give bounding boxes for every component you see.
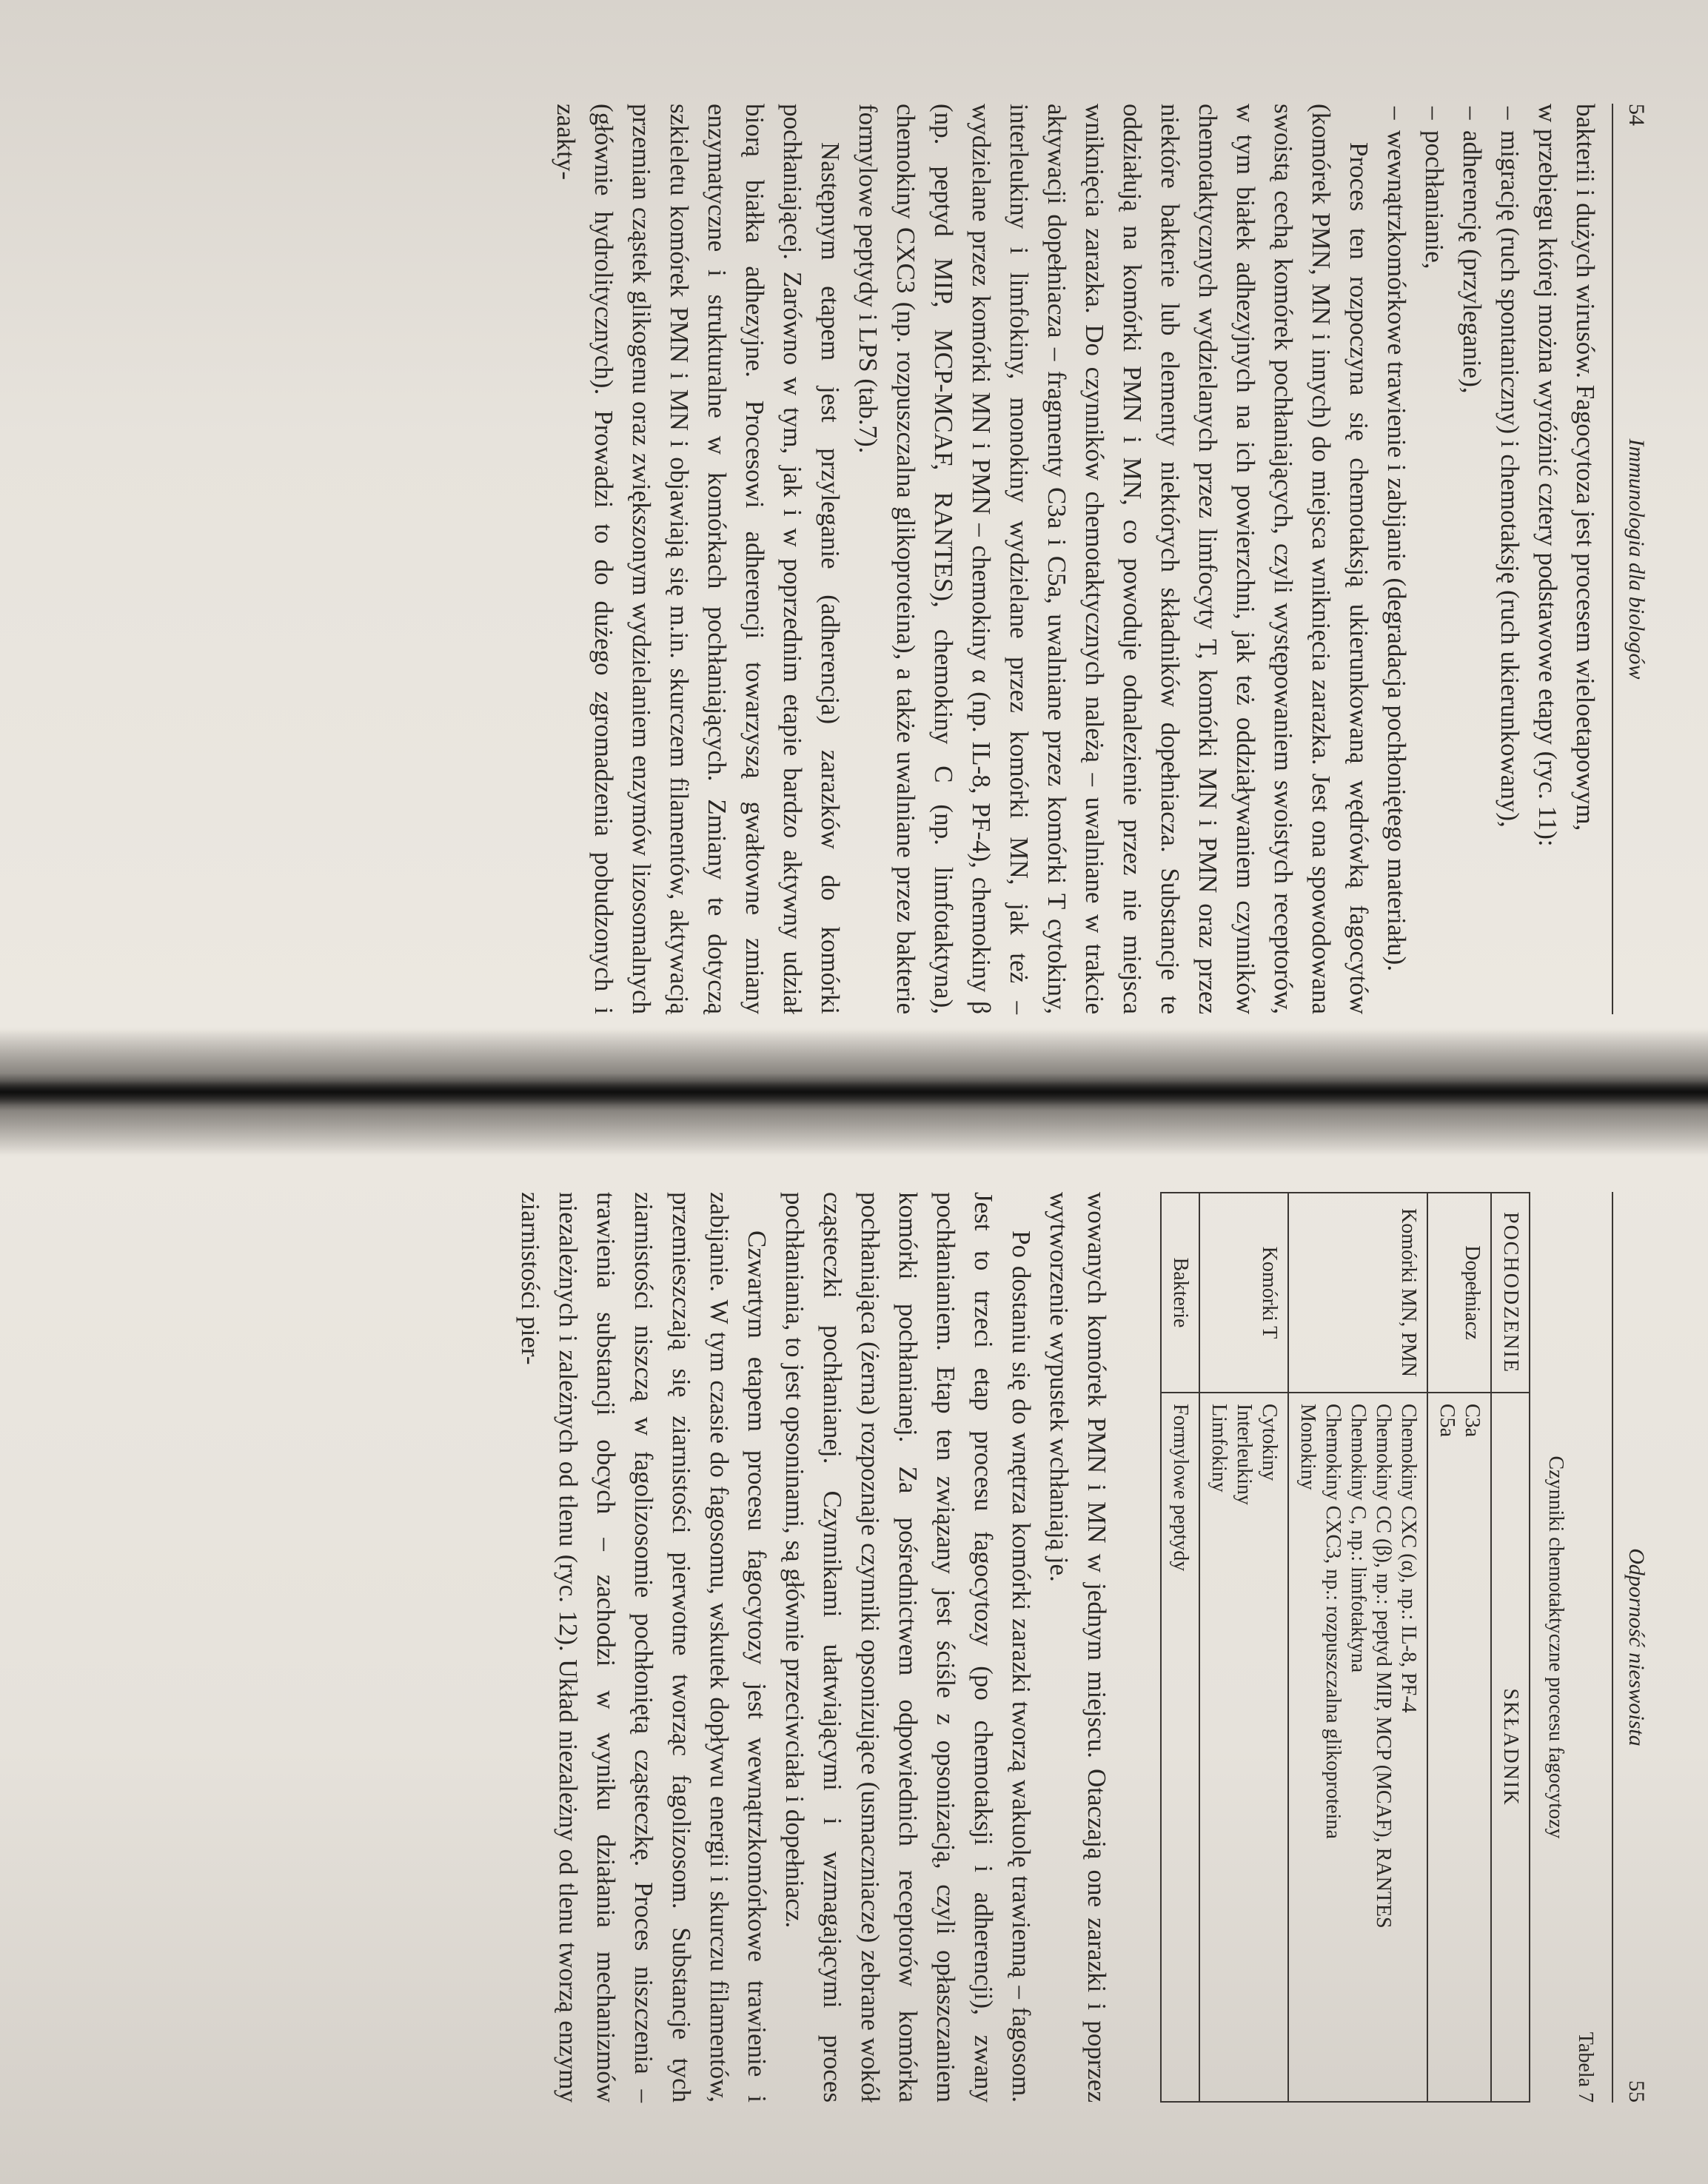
chemotactic-factors-table [1160, 1192, 1530, 2103]
stage-item: – migrację (ruch spontaniczny) i chemotaksję (ruch ukierunkowany), [1491, 104, 1529, 1014]
table-cell-components [1427, 1393, 1491, 2102]
right-running-head [1616, 1192, 1649, 2103]
table-cell-source: Dopełniacz [1427, 1193, 1491, 1393]
left-header-rule [1612, 104, 1613, 1014]
table-label: Tabela 7 [1574, 2031, 1597, 2103]
right-header-rule [1612, 1192, 1613, 2103]
component-item: Chemokiny C, np.: limfotaktyna [1347, 1404, 1370, 1673]
stage-item: – adherencję (przyleganie), [1453, 104, 1491, 1014]
paragraph-chemotaxis: Proces ten rozpoczyna się chemotaksją ukierunkowaną wędrówką fagocytów (komórek PMN, MN i innych) do miejsca wniknięcia zarazka. Jest ona spowodowana swoistą cechą komórek pochłaniających, czyli występowaniem swoistych receptorów, w tym białek adhezyjnych na ich powierzchni, jak też oddziaływaniem czynników chemotaktycznych wydzielanych przez limfocyty T, komórki MN i PMN oraz przez niektóre bakterie lub elementy niektórych składników dopełniacza. Substancje te oddziałują na komórki PMN i MN, co powoduje odnalezienie przez nie miejsca wniknięcia zarazka. Do czynników chemotaktycznych należą – uwalniane w trakcie aktywacji dopełniacza – fragmenty C3a i C5a, uwalniane przez komórki T cytokiny, interleukiny i limfokiny, monokiny wydzielane przez komórki MN, jak też – wydzielane przez komórki MN i PMN – chemokiny α (np. IL-8, PF-4), chemokiny β (np. peptyd MIP, MCP-MCAF, RANTES), chemokiny C (np. limfotaktyna), chemokiny CXC3 (np. rozpuszczalna glikoproteina), a także uwalniane przez bakterie formylowe peptydy i LPS (tab.7). [854, 104, 1373, 1014]
intro-line-2: w przebiegu której można wyróżnić cztery podstawowe etapy (ryc. 11): [1533, 104, 1562, 847]
table-header-source: POCHODZENIE [1491, 1193, 1530, 1393]
table-cell-source: Komórki T [1199, 1193, 1288, 1393]
component-item: Chemokiny CXC (α), np.: IL-8, PF-4 [1397, 1404, 1420, 1713]
right-running-head-title: Odporność nieswoista [1624, 1548, 1649, 1746]
table-cell-source: Bakterie [1161, 1193, 1199, 1393]
table-header-component: SKŁADNIK [1491, 1393, 1530, 2102]
component-item: Formylowe peptydy [1169, 1404, 1192, 1572]
component-item: Chemokiny CXC3, np.: rozpuszczalna glikoproteina [1322, 1404, 1344, 1839]
table-header-row [1491, 1193, 1530, 2102]
page-number-left: 54 [1624, 104, 1649, 126]
stage-item: – wewnątrzkomórkowe trawienie i zabijanie (degradacja pochłoniętego materiału). [1378, 104, 1416, 1014]
left-body [547, 104, 1604, 1014]
component-item: C5a [1436, 1404, 1459, 1438]
paragraph-engulfment: Po dostaniu się do wnętrza komórki zarazki tworzą wakuolę trawienną – fagosom. Jest to trzeci etap procesu fagocytozy (po chemotaksji i adherencji), zwany pochłanianiem. Etap ten związany jest ściśle z opsonizacją, czyli opłaszczaniem komórki pochłanianej. Za pośrednictwem odpowiednich receptorów komórka pochłaniająca (żerna) rozpoznaje czynniki opsonizujące (usmaczniacze) zebrane wokół cząsteczki pochłanianej. Czynnikami ułatwiającymi i wzmagającymi proces pochłaniania, to jest opsoninami, są głównie przeciwciała i dopełniacz. [780, 1192, 1036, 2103]
table-cell-components [1161, 1393, 1199, 2102]
table-caption: Czynniki chemotaktyczne procesu fagocytozy [1544, 1456, 1567, 1839]
table-cell-components [1199, 1393, 1288, 2102]
component-item: Chemokiny CC (β), np.: peptyd MIP, MCP (MCAF), RANTES [1372, 1404, 1395, 1929]
stage-item: – pochłanianie, [1416, 104, 1453, 1014]
table-row [1427, 1193, 1491, 2102]
page-number-right: 55 [1624, 2080, 1649, 2103]
right-body [512, 1192, 1116, 2103]
component-item: Limfokiny [1208, 1404, 1230, 1493]
left-running-head-title: Immunologia dla biologów [1624, 438, 1649, 680]
table-cell-source: Komórki MN, PMN [1288, 1193, 1427, 1393]
paragraph-adherence: Następnym etapem jest przyleganie (adherencja) zarazków do komórki pochłaniającej. Zarówno w tym, jak i w poprzednim etapie bardzo aktywny udział biorą białka adhezyjne. Procesowi adherencji towarzyszą gwałtowne zmiany enzymatyczne i strukturalne w komórkach pochłaniających. Zmiany te dotyczą szkieletu komórek PMN i MN i objawiają się m.in. skurczem filamentów, aktywacją przemian cząstek glikogenu oraz zwiększonym wydzielaniem enzymów lizosomalnych (głównie hydrolitycznych). Prowadzi to do dużego zgromadzenia pobudzonych i zaakty- [552, 104, 845, 1014]
stage-list [1378, 104, 1529, 1014]
right-page [0, 1103, 1708, 2184]
paragraph-continuation: wowanych komórek PMN i MN w jednym miejscu. Otaczają one zarazki i poprzez wytworzenie wypustek wchłaniają je. [1045, 1192, 1111, 2103]
table-cell-components [1288, 1393, 1427, 2102]
paragraph-digestion: Czwartym etapem procesu fagocytozy jest wewnątrzkomórkowe trawienie i zabijanie. W tym czasie do fagosomu, wskutek dopływu energii i skurczu filamentów, przemieszczają się ziarnistości pierwotne tworząc fagolizosom. Substancje tych ziarnistości niszczą w fagolizosomie pochłoniętą cząsteczkę. Proces niszczenia – trawienia substancji obcych – zachodzi w wyniku działania mechanizmów niezależnych i zależnych od tlenu (ryc. 12). Układ niezależny od tlenu tworzą enzymy ziarnistości pier- [516, 1192, 771, 2103]
left-page [0, 0, 1708, 1081]
component-item: C3a [1461, 1404, 1484, 1438]
component-item: Cytokiny [1258, 1404, 1281, 1481]
table-row [1199, 1193, 1288, 2102]
left-running-head [1616, 104, 1649, 1014]
table-row [1288, 1193, 1427, 2102]
component-item: Interleukiny [1233, 1404, 1256, 1505]
table-row [1161, 1193, 1199, 2102]
intro-line-1: bakterii i dużych wirusów. Fagocytoza jest procesem wieloetapowym, [1571, 104, 1600, 831]
component-item: Monokiny [1296, 1404, 1319, 1490]
